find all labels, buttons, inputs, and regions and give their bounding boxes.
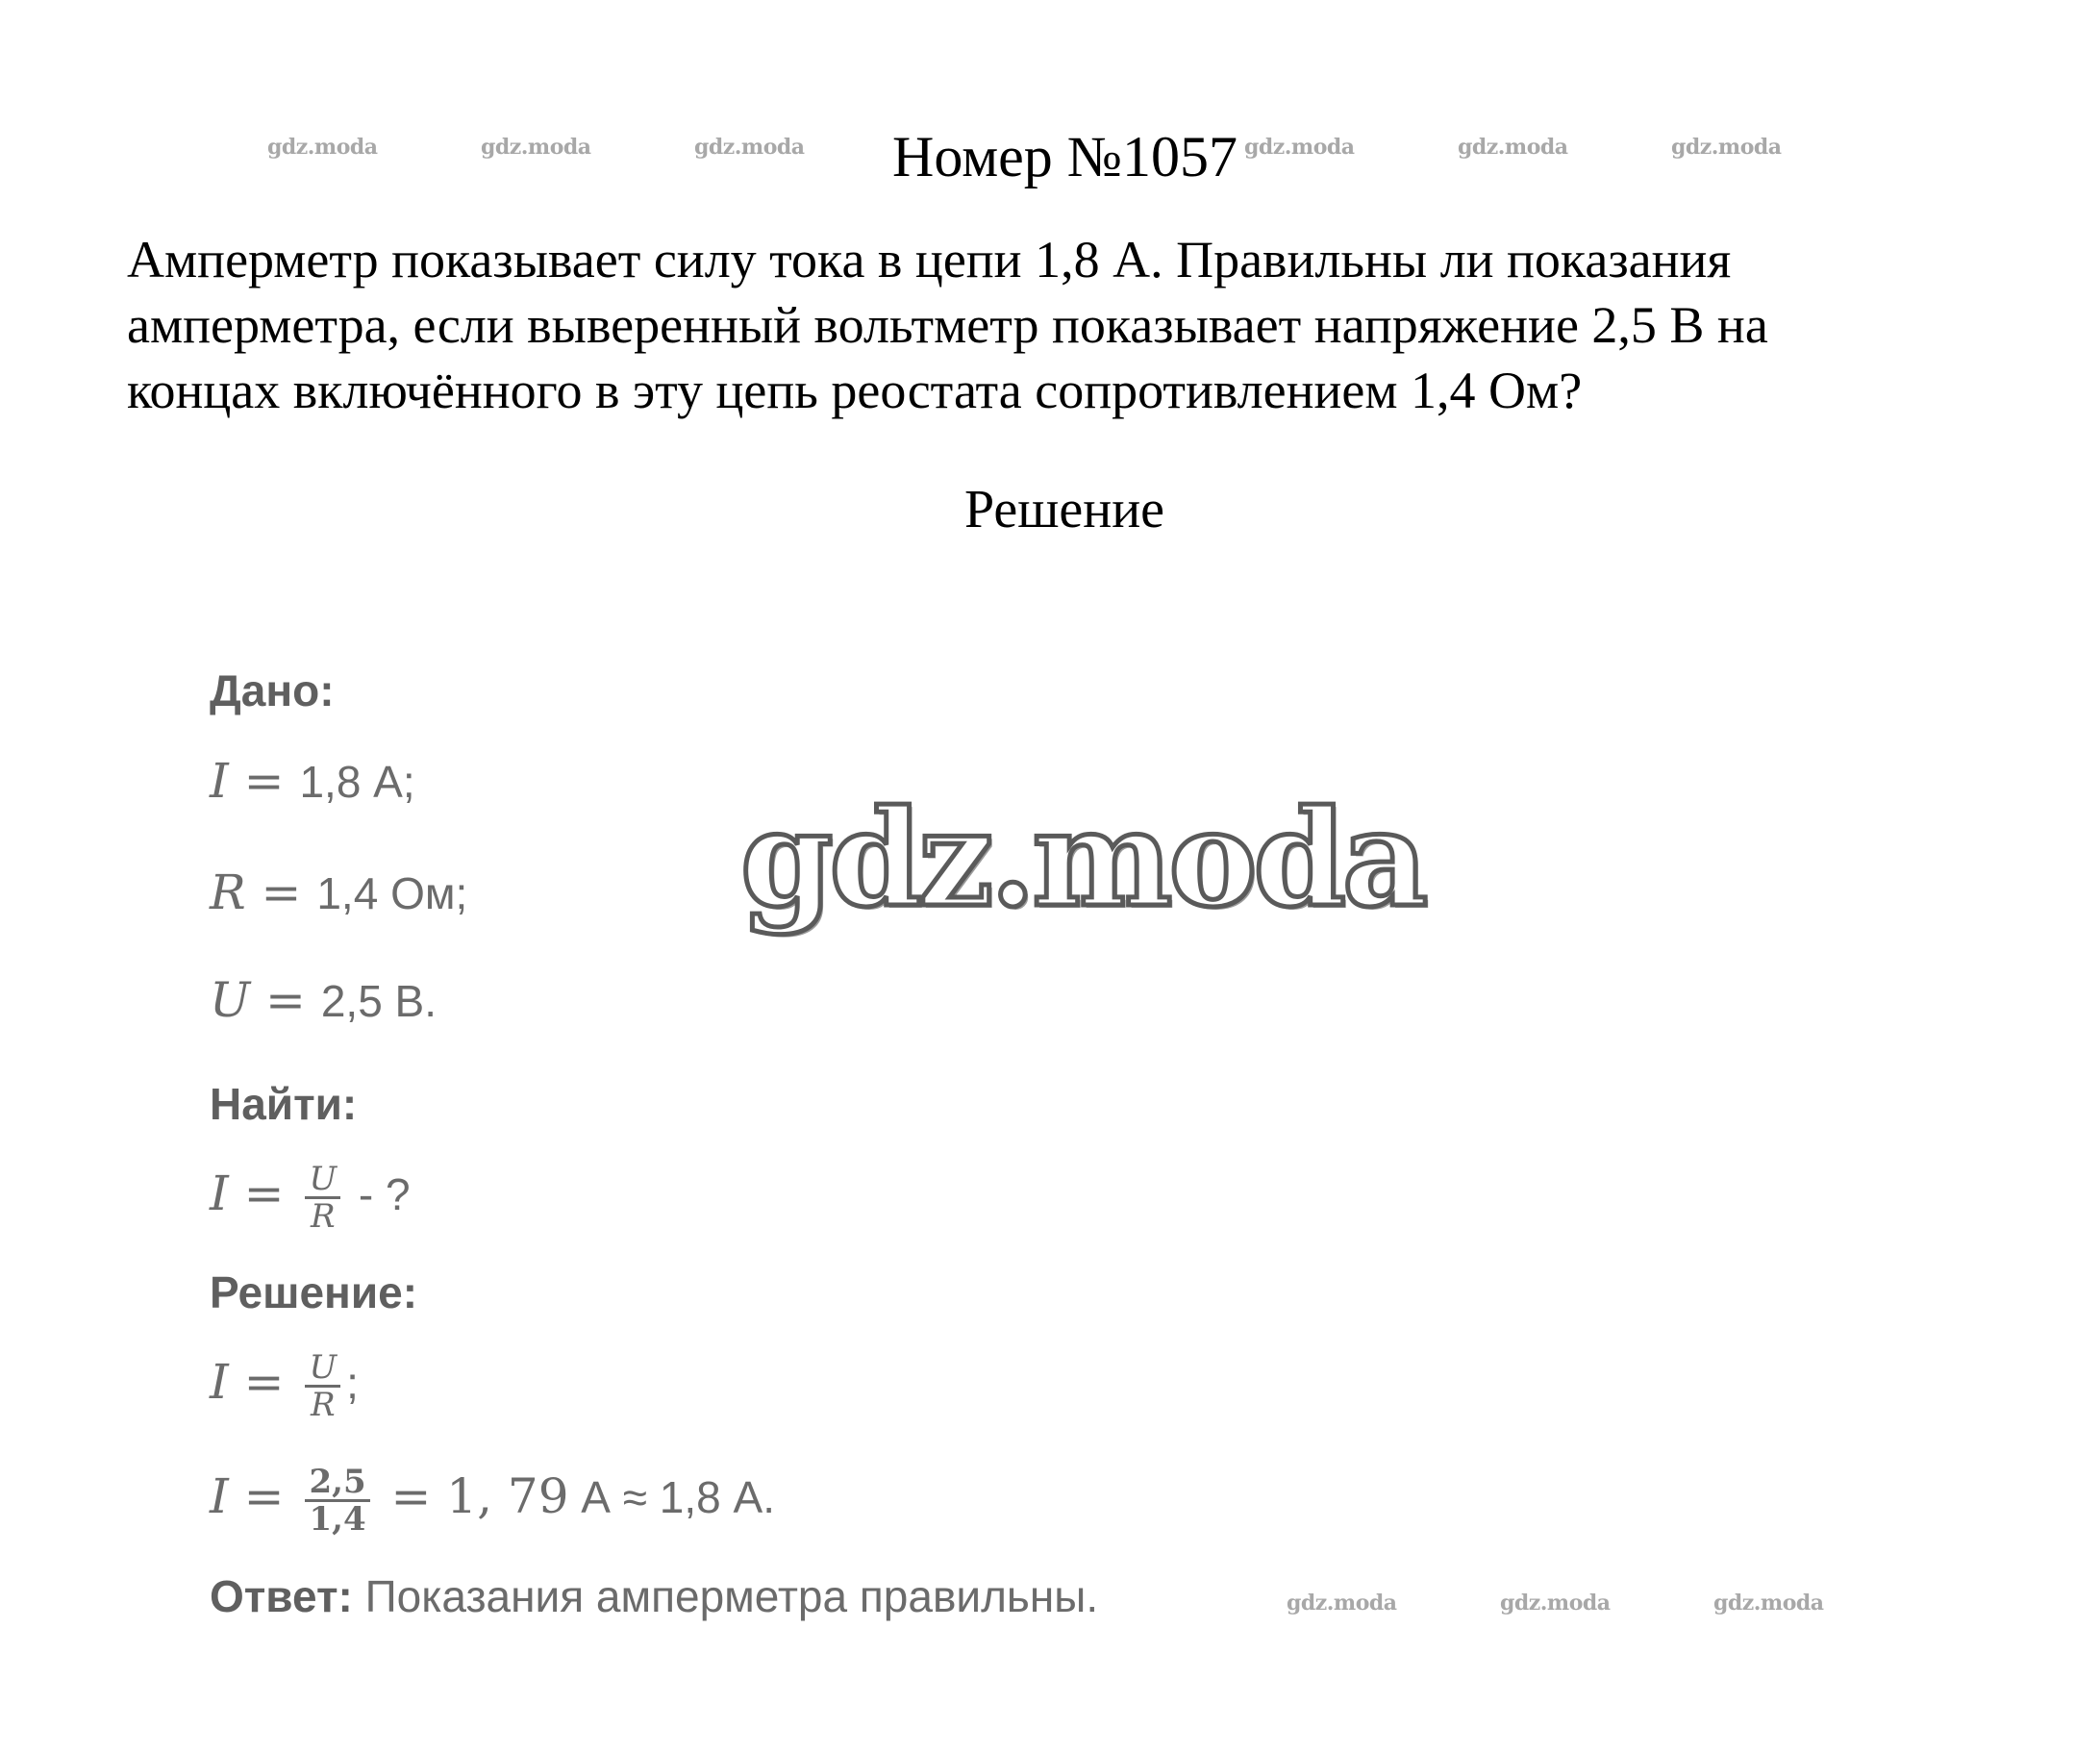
watermark-text: gdz.moda xyxy=(1287,1591,1397,1616)
problem-line: Амперметр показывает силу тока в цепи 1,8 А. Правильны ли показания xyxy=(127,231,1732,288)
watermark-text: gdz.moda xyxy=(481,135,591,160)
given-resistance: R = 1,4 Ом; xyxy=(210,864,468,920)
page-title: Номер №1057 xyxy=(892,125,1238,188)
fraction: $\frac{U}{R}$ xyxy=(305,1350,340,1422)
calculation: I = $\frac{2,5}{1,4}$ = 1, 79 А ≈ 1,8 А. xyxy=(210,1463,775,1540)
find-formula: I = $\frac{U}{R}$ - ? xyxy=(210,1160,411,1237)
watermark-text: gdz.moda xyxy=(267,135,378,160)
solution-heading: Решение xyxy=(963,480,1165,539)
fraction: $\frac{2,5}{1,4}$ xyxy=(305,1465,369,1537)
answer: Ответ: Показания амперметра правильны. xyxy=(210,1571,1099,1621)
problem-line: амперметра, если выверенный вольтметр показывает напряжение 2,5 В на xyxy=(127,296,1768,354)
watermark-logo: gdz.moda xyxy=(740,780,1425,937)
ohms-law-formula: I = $\frac{U}{R}$ ; xyxy=(210,1348,359,1425)
watermark-text: gdz.moda xyxy=(1671,135,1782,160)
solution-label: Решение: xyxy=(210,1267,418,1317)
fraction: $\frac{U}{R}$ xyxy=(305,1162,340,1234)
problem-statement xyxy=(127,227,2012,423)
find-label: Найти: xyxy=(210,1079,358,1129)
given-label: Дано: xyxy=(210,665,335,715)
watermark-text: gdz.moda xyxy=(1500,1591,1611,1616)
given-voltage: U = 2,5 В. xyxy=(210,972,438,1028)
problem-line: концах включённого в эту цепь реостата сопротивлением 1,4 Ом? xyxy=(127,362,1583,419)
given-current: I = 1,8 А; xyxy=(210,753,415,809)
watermark-text: gdz.moda xyxy=(694,135,805,160)
watermark-text: gdz.moda xyxy=(1244,135,1355,160)
watermark-text: gdz.moda xyxy=(1713,1591,1824,1616)
watermark-text: gdz.moda xyxy=(1458,135,1568,160)
